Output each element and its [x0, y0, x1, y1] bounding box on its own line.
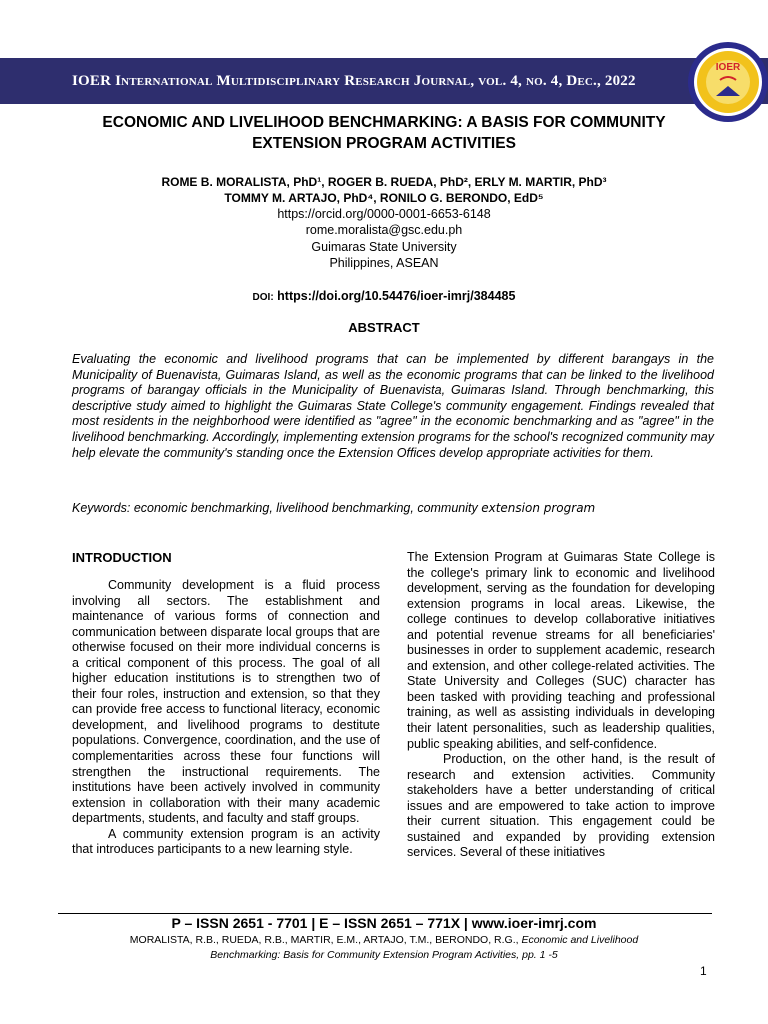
intro-paragraph-1: Community development is a fluid process involving all sectors. The establishment and maintenance of various forms of connection and communication between disparate local groups that are otherwise focused on their more individual concerns is a critical component of this process. The goal of all higher education institutions is to strengthen two of their four roles, instruction and extension, so that they can provide free access to functional literacy, economic development, and livelihood programs to destitute populations. Convergence, coordination, and the use of complementarities across these four functions will strengthen the instructional requirements. The institutions have been actively involved in community extension in collaboration with their many academic departments, students, and faculty and staff groups.	[72, 578, 380, 826]
footer-divider	[58, 913, 712, 914]
authors-line-1: ROME B. MORALISTA, PhD¹, ROGER B. RUEDA, PhD², ERLY M. MARTIR, PhD³	[161, 175, 607, 189]
citation	[60, 933, 708, 963]
right-paragraph-2: Production, on the other hand, is the result of research and extension activities. Community stakeholders have a better understanding of critical issues and are empowered to take action to improve their current situation. This engagement could be sustained and expanded by providing extension services. Several of these initiatives	[407, 752, 715, 860]
orcid-link[interactable]: https://orcid.org/0000-0001-6653-6148	[277, 207, 491, 221]
authors-line-2: TOMMY M. ARTAJO, PhD⁴, RONILO G. BERONDO, EdD⁵	[224, 191, 544, 205]
journal-title: IOER International Multidisciplinary Research Journal, vol. 4, no. 4, Dec., 2022	[72, 72, 636, 89]
citation-title-b: Benchmarking: Basis for Community Extension Program Activities	[210, 949, 517, 961]
page-number: 1	[700, 964, 707, 978]
keywords-main: Keywords: economic benchmarking, livelihood benchmarking, community	[72, 501, 482, 515]
abstract-text: Evaluating the economic and livelihood programs that can be implemented by different barangays in the Municipality of Buenavista, Guimaras Island, as well as the economic programs that can be linked to the livelihood programs of barangay officials in the Municipality of Buenavista, Guimaras Island. Through benchmarking, this descriptive study aimed to highlight the Guimaras State College's community engagement. Findings revealed that most residents in the neighborhood were identified as "agree" in the economic benchmarking and as "agree" in the livelihood benchmarking. Accordingly, implementing extension programs for the school's recognized community may help elevate the community's standing once the Extension Offices develop appropriate activities for them.	[72, 352, 714, 460]
logo-text: IOER	[715, 62, 741, 73]
doi-link[interactable]: https://doi.org/10.54476/ioer-imrj/384485	[277, 289, 516, 303]
country: Philippines, ASEAN	[329, 255, 439, 270]
journal-header-banner	[0, 58, 768, 104]
doi-label: DOI:	[252, 292, 274, 303]
keywords-tail: extension program	[481, 501, 596, 515]
right-column	[407, 550, 715, 912]
doi-line	[100, 289, 668, 303]
author-email[interactable]: rome.moralista@gsc.edu.ph	[305, 223, 463, 238]
citation-title-a: Economic and Livelihood	[521, 934, 639, 946]
intro-paragraph-2: A community extension program is an activity that introduces participants to a new learning style.	[72, 826, 380, 857]
journal-logo	[686, 40, 768, 124]
citation-pages: , pp. 1 -5	[516, 949, 558, 961]
authors	[60, 174, 708, 206]
university: Guimaras State University	[311, 239, 457, 254]
keywords	[72, 501, 714, 515]
issn-line: P – ISSN 2651 - 7701 | E – ISSN 2651 – 771X | www.ioer-imrj.com	[171, 915, 597, 931]
right-paragraph-1: The Extension Program at Guimaras State College is the college's primary link to economic and livelihood development, serving as the foundation for developing extension programs in local areas. Likewise, the college continues to develop collaborative initiatives and potential revenue streams for all beneficiaries' businesses in order to supplement academic, research and extension, and other college-related activities. The State University and Colleges (SUC) character has been tasked with providing teaching and professional training, as well as assisting individuals in developing their latent personalities, such as leadership qualities, public speaking abilities, and self-confidence.	[407, 550, 715, 751]
affiliation-block	[100, 206, 668, 271]
left-column	[72, 550, 380, 912]
abstract-heading: ABSTRACT	[348, 320, 420, 335]
introduction-heading: INTRODUCTION	[72, 550, 172, 565]
paper-title: ECONOMIC AND LIVELIHOOD BENCHMARKING: A BASIS FOR COMMUNITY EXTENSION PROGRAM ACTIVITIES	[102, 114, 666, 152]
citation-authors: MORALISTA, R.B., RUEDA, R.B., MARTIR, E.M., ARTAJO, T.M., BERONDO, R.G.,	[129, 934, 522, 946]
